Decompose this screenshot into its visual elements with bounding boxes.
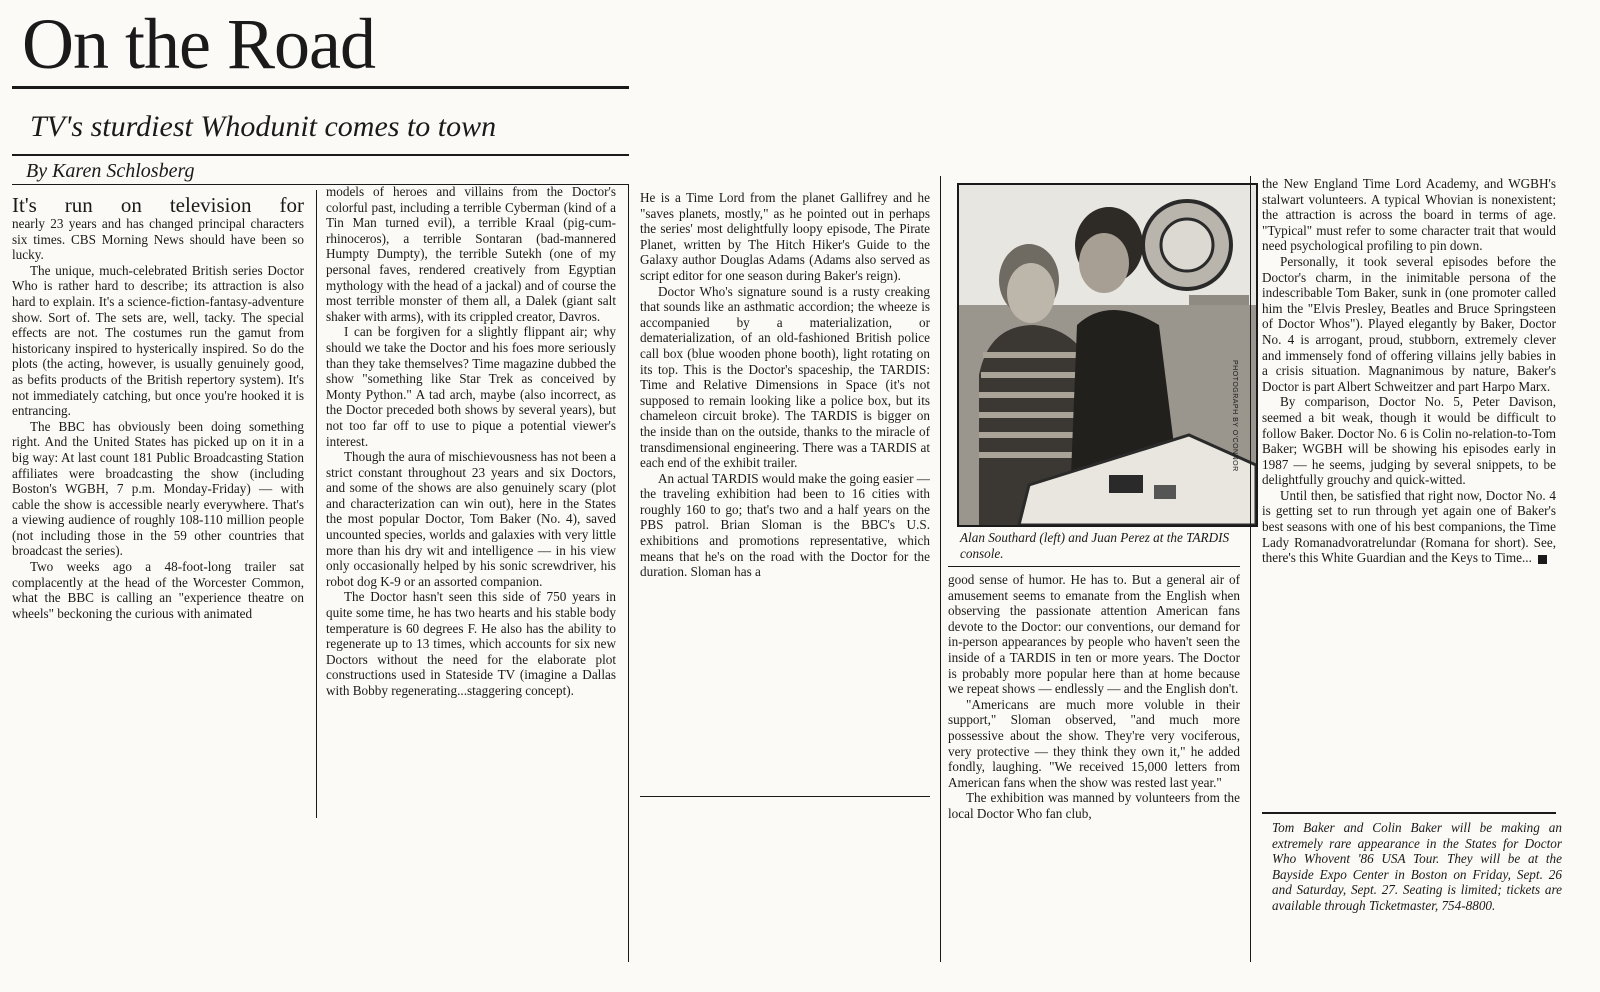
footnote-rule bbox=[1262, 812, 1556, 814]
paragraph-text: nearly 23 years and has changed principal characters six times. CBS Morning News should have been so lucky. bbox=[12, 216, 304, 263]
headline: On the Road bbox=[22, 4, 375, 84]
column-divider bbox=[940, 176, 941, 962]
subhead: TV's sturdiest Whodunit comes to town bbox=[30, 110, 497, 143]
column-divider bbox=[1250, 176, 1251, 962]
paragraph: An actual TARDIS would make the going easier — the traveling exhibition had been to 16 cities with roughly 160 to go; that's two and a half years on the PBS patrol. Brian Sloman is the BBC's U.S. exhibitions and promotions representative, which means that he's on the road with the Doctor for the duration. Sloman has a bbox=[640, 470, 930, 580]
column-2 bbox=[326, 184, 616, 956]
photo-caption: Alan Southard (left) and Juan Perez at the TARDIS console. bbox=[960, 530, 1230, 561]
column-5 bbox=[1262, 176, 1556, 806]
caption-rule bbox=[948, 566, 1240, 567]
paragraph: I can be forgiven for a slightly flippant air; why should we take the Doctor and his foes more seriously than they take themselves? Time magazine dubbed the show "something like Star Trek as conceived by Monty Python." A tad arch, maybe (also incorrect, as the Doctor preceded both shows by several years), but not too far off to use to pique a potential viewer's interest. bbox=[326, 324, 616, 449]
paragraph: Personally, it took several episodes before the Doctor's charm, in the inimitable persona of the indescribable Tom Baker, sunk in (one promoter called him the "Elvis Presley, Beatles and Bruce Springsteen of Doctor Whos"). Played elegantly by Baker, Doctor No. 4 is arrogant, proud, stubborn, extremely clever and immensely fond of offering villains jelly babies in a crisis situation. Magnanimous by nature, Baker's Doctor is part Albert Schweitzer and part Harpo Marx. bbox=[1262, 253, 1556, 394]
paragraph: good sense of humor. He has to. But a general air of amusement seems to emanate from the English when observing the passionate attention American fans devote to the Doctor: our conventions, our demand for in-person appearances by people who haven't seen the inside of a TARDIS in ten or more years. The Doctor is probably more popular here than at home because we repeat shows — endlessly — and the English don't. bbox=[948, 572, 1240, 697]
paragraph: The BBC has obviously been doing something right. And the United States has picked up on it in a big way: At last count 181 Public Broadcasting Station affiliates were broadcasting the show (including Boston's WGBH, 7 p.m. Monday-Friday) — with cable the show is accessible nearly everywhere. That's a viewing audience of roughly 108-110 million people (not including those in the 59 other countries that broadcast the series). bbox=[12, 418, 304, 559]
paragraph: By comparison, Doctor No. 5, Peter Davison, seemed a bit weak, though it would be difficult to follow Baker. Doctor No. 6 is Colin no-relation-to-Tom Baker; WGBH will be showing his episodes early in 1987 — he seems, judging by several snippets, to be delightfully grouchy and quick-witted. bbox=[1262, 394, 1556, 488]
column-1 bbox=[12, 194, 304, 816]
paragraph: The exhibition was manned by volunteers from the local Doctor Who fan club, bbox=[948, 790, 1240, 821]
paragraph: models of heroes and villains from the Doctor's colorful past, including a terrible Cyberman (kind of a Tin Man turned evil), a terrible Kraal (pig-cum-rhinoceros), a terrible Sontaran (bad-mannered Humpty Dumpty), the terrible Sutekh (one of my personal faves, rendered creatively from Egyptian mythology with the head of a jackal) and of course the most terrible monster of them all, a Dalek (giant salt shaker with arms), with its crippled creator, Davros. bbox=[326, 184, 616, 324]
photo-illustration bbox=[959, 185, 1256, 525]
paragraph: Though the aura of mischievousness has not been a strict constant throughout 23 years and six Doctors, and some of the shows are also genuinely scary (plot and characterization can win out), here in the States the most popular Doctor, Tom Baker (No. 4), saved uncounted species, worlds and galaxies with very little more than his dry wit and intelligence — in his view only occasionally helped by his sonic screwdriver, his robot dog K-9 or an assorted companion. bbox=[326, 449, 616, 589]
paragraph: The unique, much-celebrated British series Doctor Who is rather hard to describe; its attraction is also hard to explain. It's a science-fiction-fantasy-adventure show. Sort of. The sets are, well, tacky. The special effects are not. The costumes run the gamut from historicany inspired to hysterically inspired. So do the plots (the acting, however, is usually genuinely good, as befits products of the British repertory system). It's not immediately catching, but once you're hooked it is entrancing. bbox=[12, 262, 304, 419]
paragraph: the New England Time Lord Academy, and WGBH's stalwart volunteers. A typical Whovian is nonexistent; the attraction is across the board in terms of age. "Typical" must refer to some character trait that would need psychological profiling to pin down. bbox=[1262, 176, 1556, 254]
column-3 bbox=[640, 190, 930, 788]
column-divider bbox=[628, 184, 629, 962]
paragraph-text: Until then, be satisfied that right now, Doctor No. 4 is getting set to run through yet again one of Baker's best seasons with one of his best companions, the Time Lady Romanadvoratrelundar (Romana for short). See, there's this White Guardian and the Keys to Time... bbox=[1262, 487, 1556, 566]
paragraph: Doctor Who's signature sound is a rusty creaking that sounds like an asthmatic accordion; the wheeze is accompanied by a materialization, or dematerialization, of an old-fashioned British police call box (blue wooden phone booth), light rotating on its top. This is the Doctor's spaceship, the TARDIS: Time and Relative Dimensions in Space (it's not supposed to remain looking like a police box, but its chameleon circuit broke). The TARDIS is bigger on the inside than on the outside, thanks to the miracle of transdimensional engineering. There was a TARDIS at each end of the exhibit trailer. bbox=[640, 283, 930, 471]
column-4 bbox=[948, 572, 1240, 956]
headline-rule bbox=[12, 86, 629, 89]
lead-line: It's run on television for bbox=[12, 194, 304, 217]
tardis-console-photo bbox=[957, 183, 1258, 527]
byline: By Karen Schlosberg bbox=[26, 160, 195, 182]
paragraph: The Doctor hasn't seen this side of 750 years in quite some time, he has two hearts and his stable body temperature is 60 degrees F. He also has the ability to regenerate up to 13 times, which accounts for six new Doctors without the need for the elaborate plot constructions used in Stateside TV (imagine a Dallas with Bobby regenerating...staggering concept). bbox=[326, 589, 616, 698]
photo-credit: PHOTOGRAPH BY O'CONNOR bbox=[1231, 360, 1238, 472]
column-divider bbox=[316, 190, 317, 818]
column-end-rule bbox=[640, 796, 930, 797]
paragraph bbox=[1262, 488, 1556, 566]
paragraph: Two weeks ago a 48-foot-long trailer sat complacently at the head of the Worcester Common, what the BBC is calling an "experience theatre on wheels" beckoning the curious with animated bbox=[12, 559, 304, 621]
end-mark-icon bbox=[1538, 555, 1547, 564]
paragraph: "Americans are much more voluble in their support," Sloman observed, "and much more possessive about the show. They're very vociferous, very protective — they think they own it," he added fondly, laughing. "We received 15,000 letters from American fans when the show was rested last year." bbox=[948, 696, 1240, 790]
footnote: Tom Baker and Colin Baker will be making an extremely rare appearance in the States for Doctor Who Whovent '86 USA Tour. They will be at the Bayside Expo Center in Boston on Friday, Sept. 26 and Saturday, Sept. 27. Seating is limited; tickets are available through Ticketmaster, 754-8800. bbox=[1272, 820, 1562, 913]
paragraph: He is a Time Lord from the planet Gallifrey and he "saves planets, mostly," as he pointed out in perhaps the series' most delightfully loopy episode, The Pirate Planet, written by The Hitch Hiker's Guide to the Galaxy author Douglas Adams (Adams also served as script editor for one season during Baker's reign). bbox=[640, 190, 930, 283]
paragraph bbox=[12, 194, 304, 263]
subhead-rule bbox=[12, 154, 629, 156]
